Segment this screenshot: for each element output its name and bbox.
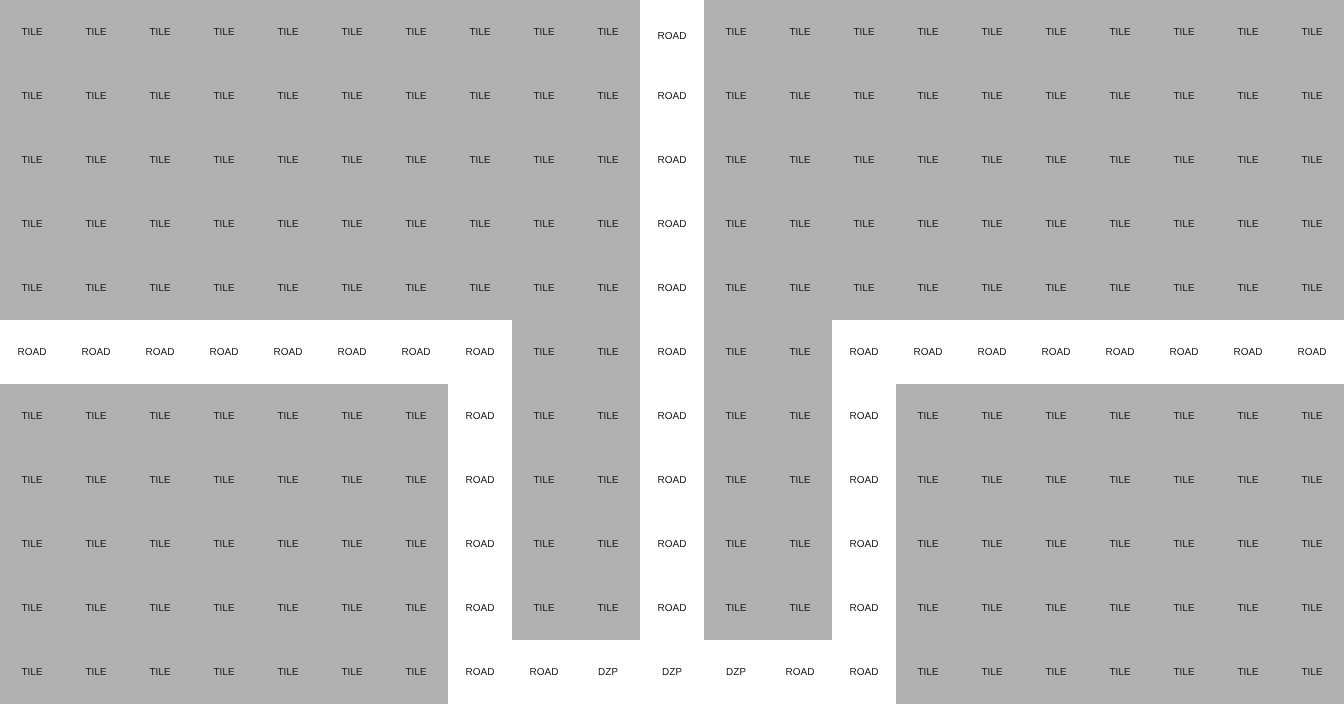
- tile-cell[interactable]: TILE: [896, 64, 960, 128]
- tile-cell[interactable]: TILE: [64, 384, 128, 448]
- tile-cell[interactable]: TILE: [128, 640, 192, 704]
- tile-cell[interactable]: TILE: [1152, 192, 1216, 256]
- tile-cell[interactable]: TILE: [1088, 0, 1152, 64]
- tile-cell[interactable]: TILE: [1152, 640, 1216, 704]
- tile-cell[interactable]: TILE: [1024, 0, 1088, 64]
- tile-cell[interactable]: TILE: [1024, 448, 1088, 512]
- tile-cell[interactable]: TILE: [1280, 128, 1344, 192]
- tile-cell[interactable]: TILE: [896, 192, 960, 256]
- tile-cell[interactable]: TILE: [832, 128, 896, 192]
- road-cell[interactable]: ROAD: [896, 320, 960, 384]
- tile-cell[interactable]: TILE: [128, 192, 192, 256]
- road-cell[interactable]: ROAD: [832, 448, 896, 512]
- tile-cell[interactable]: TILE: [64, 256, 128, 320]
- road-cell[interactable]: ROAD: [448, 512, 512, 576]
- tile-cell[interactable]: TILE: [960, 0, 1024, 64]
- tile-cell[interactable]: TILE: [768, 128, 832, 192]
- tile-cell[interactable]: TILE: [512, 512, 576, 576]
- tile-cell[interactable]: TILE: [576, 256, 640, 320]
- tile-cell[interactable]: TILE: [768, 0, 832, 64]
- tile-cell[interactable]: TILE: [128, 512, 192, 576]
- tile-cell[interactable]: TILE: [768, 576, 832, 640]
- tile-cell[interactable]: TILE: [1088, 448, 1152, 512]
- tile-cell[interactable]: TILE: [1024, 192, 1088, 256]
- tile-cell[interactable]: TILE: [1216, 192, 1280, 256]
- road-cell[interactable]: ROAD: [128, 320, 192, 384]
- tile-cell[interactable]: TILE: [320, 128, 384, 192]
- tile-cell[interactable]: TILE: [896, 512, 960, 576]
- tile-cell[interactable]: TILE: [320, 512, 384, 576]
- tile-cell[interactable]: TILE: [1024, 640, 1088, 704]
- tile-cell[interactable]: TILE: [1024, 384, 1088, 448]
- tile-cell[interactable]: TILE: [128, 0, 192, 64]
- tile-cell[interactable]: TILE: [448, 64, 512, 128]
- tile-cell[interactable]: TILE: [960, 384, 1024, 448]
- tile-cell[interactable]: TILE: [320, 576, 384, 640]
- tile-cell[interactable]: TILE: [384, 256, 448, 320]
- tile-cell[interactable]: TILE: [960, 640, 1024, 704]
- tile-cell[interactable]: TILE: [0, 640, 64, 704]
- tile-cell[interactable]: TILE: [512, 576, 576, 640]
- tile-cell[interactable]: TILE: [192, 128, 256, 192]
- tile-cell[interactable]: TILE: [448, 128, 512, 192]
- road-cell[interactable]: ROAD: [640, 64, 704, 128]
- tile-cell[interactable]: TILE: [256, 0, 320, 64]
- road-cell[interactable]: ROAD: [960, 320, 1024, 384]
- tile-cell[interactable]: TILE: [576, 384, 640, 448]
- tile-cell[interactable]: TILE: [256, 128, 320, 192]
- tile-cell[interactable]: TILE: [384, 576, 448, 640]
- tile-cell[interactable]: TILE: [832, 192, 896, 256]
- tile-cell[interactable]: TILE: [0, 512, 64, 576]
- tile-cell[interactable]: TILE: [64, 128, 128, 192]
- tile-cell[interactable]: TILE: [0, 64, 64, 128]
- tile-cell[interactable]: TILE: [1280, 256, 1344, 320]
- tile-cell[interactable]: TILE: [1216, 576, 1280, 640]
- tile-cell[interactable]: TILE: [1280, 448, 1344, 512]
- tile-cell[interactable]: TILE: [768, 192, 832, 256]
- tile-cell[interactable]: TILE: [768, 320, 832, 384]
- road-cell[interactable]: ROAD: [640, 192, 704, 256]
- tile-cell[interactable]: TILE: [64, 640, 128, 704]
- tile-cell[interactable]: TILE: [320, 0, 384, 64]
- road-cell[interactable]: ROAD: [1152, 320, 1216, 384]
- tile-cell[interactable]: TILE: [1280, 640, 1344, 704]
- tile-cell[interactable]: TILE: [1088, 192, 1152, 256]
- tile-cell[interactable]: TILE: [384, 0, 448, 64]
- tile-cell[interactable]: TILE: [192, 384, 256, 448]
- tile-cell[interactable]: TILE: [128, 384, 192, 448]
- road-cell[interactable]: ROAD: [640, 256, 704, 320]
- tile-cell[interactable]: TILE: [704, 0, 768, 64]
- tile-cell[interactable]: TILE: [1152, 384, 1216, 448]
- tile-cell[interactable]: TILE: [1152, 64, 1216, 128]
- road-cell[interactable]: ROAD: [832, 384, 896, 448]
- tile-cell[interactable]: TILE: [1024, 512, 1088, 576]
- road-cell[interactable]: ROAD: [256, 320, 320, 384]
- tile-cell[interactable]: TILE: [384, 640, 448, 704]
- road-cell[interactable]: ROAD: [448, 640, 512, 704]
- tile-cell[interactable]: TILE: [576, 0, 640, 64]
- tile-cell[interactable]: TILE: [960, 256, 1024, 320]
- tile-cell[interactable]: TILE: [320, 384, 384, 448]
- tile-cell[interactable]: TILE: [512, 320, 576, 384]
- tile-cell[interactable]: TILE: [320, 192, 384, 256]
- tile-cell[interactable]: TILE: [1280, 192, 1344, 256]
- tile-cell[interactable]: TILE: [768, 64, 832, 128]
- tile-cell[interactable]: TILE: [128, 256, 192, 320]
- tile-cell[interactable]: TILE: [896, 640, 960, 704]
- dzp-cell[interactable]: DZP: [704, 640, 768, 704]
- road-cell[interactable]: ROAD: [640, 512, 704, 576]
- tile-cell[interactable]: TILE: [576, 576, 640, 640]
- tile-cell[interactable]: TILE: [576, 512, 640, 576]
- road-cell[interactable]: ROAD: [192, 320, 256, 384]
- road-cell[interactable]: ROAD: [448, 384, 512, 448]
- tile-cell[interactable]: TILE: [256, 512, 320, 576]
- tile-cell[interactable]: TILE: [1152, 0, 1216, 64]
- tile-cell[interactable]: TILE: [1216, 512, 1280, 576]
- tile-cell[interactable]: TILE: [896, 384, 960, 448]
- tile-cell[interactable]: TILE: [0, 0, 64, 64]
- tile-cell[interactable]: TILE: [320, 256, 384, 320]
- tile-cell[interactable]: TILE: [512, 256, 576, 320]
- tile-cell[interactable]: TILE: [768, 512, 832, 576]
- tile-cell[interactable]: TILE: [64, 512, 128, 576]
- tile-cell[interactable]: TILE: [448, 0, 512, 64]
- road-cell[interactable]: ROAD: [512, 640, 576, 704]
- road-cell[interactable]: ROAD: [768, 640, 832, 704]
- road-cell[interactable]: ROAD: [448, 320, 512, 384]
- tile-cell[interactable]: TILE: [0, 448, 64, 512]
- tile-cell[interactable]: TILE: [704, 384, 768, 448]
- tile-cell[interactable]: TILE: [512, 384, 576, 448]
- tile-cell[interactable]: TILE: [896, 0, 960, 64]
- tile-cell[interactable]: TILE: [512, 0, 576, 64]
- tile-cell[interactable]: TILE: [1088, 576, 1152, 640]
- tile-cell[interactable]: TILE: [1152, 576, 1216, 640]
- tile-cell[interactable]: TILE: [768, 448, 832, 512]
- tile-cell[interactable]: TILE: [0, 128, 64, 192]
- tile-cell[interactable]: TILE: [192, 576, 256, 640]
- tile-cell[interactable]: TILE: [192, 64, 256, 128]
- tile-cell[interactable]: TILE: [64, 0, 128, 64]
- tile-cell[interactable]: TILE: [1152, 128, 1216, 192]
- tile-cell[interactable]: TILE: [832, 256, 896, 320]
- tile-cell[interactable]: TILE: [320, 448, 384, 512]
- tile-cell[interactable]: TILE: [256, 576, 320, 640]
- tile-cell[interactable]: TILE: [384, 128, 448, 192]
- road-cell[interactable]: ROAD: [640, 448, 704, 512]
- tile-cell[interactable]: TILE: [704, 320, 768, 384]
- tile-cell[interactable]: TILE: [1088, 256, 1152, 320]
- road-cell[interactable]: ROAD: [1216, 320, 1280, 384]
- tile-cell[interactable]: TILE: [704, 448, 768, 512]
- tile-cell[interactable]: TILE: [704, 576, 768, 640]
- tile-cell[interactable]: TILE: [960, 576, 1024, 640]
- road-cell[interactable]: ROAD: [832, 512, 896, 576]
- road-cell[interactable]: ROAD: [0, 320, 64, 384]
- road-cell[interactable]: ROAD: [640, 0, 704, 64]
- tile-cell[interactable]: TILE: [192, 448, 256, 512]
- tile-cell[interactable]: TILE: [384, 64, 448, 128]
- tile-cell[interactable]: TILE: [512, 192, 576, 256]
- road-cell[interactable]: ROAD: [640, 128, 704, 192]
- tile-cell[interactable]: TILE: [0, 384, 64, 448]
- tile-cell[interactable]: TILE: [256, 448, 320, 512]
- tile-cell[interactable]: TILE: [192, 512, 256, 576]
- road-cell[interactable]: ROAD: [320, 320, 384, 384]
- tile-cell[interactable]: TILE: [384, 512, 448, 576]
- road-cell[interactable]: ROAD: [384, 320, 448, 384]
- tile-cell[interactable]: TILE: [256, 256, 320, 320]
- tile-cell[interactable]: TILE: [832, 64, 896, 128]
- road-cell[interactable]: ROAD: [640, 320, 704, 384]
- road-cell[interactable]: ROAD: [448, 448, 512, 512]
- tile-cell[interactable]: TILE: [256, 640, 320, 704]
- tile-cell[interactable]: TILE: [256, 64, 320, 128]
- tile-cell[interactable]: TILE: [64, 192, 128, 256]
- tile-cell[interactable]: TILE: [320, 640, 384, 704]
- tile-cell[interactable]: TILE: [896, 448, 960, 512]
- tile-cell[interactable]: TILE: [128, 128, 192, 192]
- tile-cell[interactable]: TILE: [1152, 448, 1216, 512]
- tile-cell[interactable]: TILE: [1280, 512, 1344, 576]
- road-cell[interactable]: ROAD: [832, 576, 896, 640]
- tile-cell[interactable]: TILE: [576, 64, 640, 128]
- dzp-cell[interactable]: DZP: [576, 640, 640, 704]
- tile-cell[interactable]: TILE: [256, 384, 320, 448]
- tile-cell[interactable]: TILE: [1088, 64, 1152, 128]
- tile-cell[interactable]: TILE: [896, 128, 960, 192]
- tile-cell[interactable]: TILE: [704, 512, 768, 576]
- tile-cell[interactable]: TILE: [1216, 64, 1280, 128]
- road-cell[interactable]: ROAD: [832, 640, 896, 704]
- tile-cell[interactable]: TILE: [1216, 256, 1280, 320]
- tile-cell[interactable]: TILE: [1280, 576, 1344, 640]
- tile-cell[interactable]: TILE: [576, 448, 640, 512]
- tile-cell[interactable]: TILE: [960, 512, 1024, 576]
- tile-cell[interactable]: TILE: [768, 256, 832, 320]
- tile-cell[interactable]: TILE: [896, 576, 960, 640]
- tile-cell[interactable]: TILE: [768, 384, 832, 448]
- road-cell[interactable]: ROAD: [640, 384, 704, 448]
- tile-cell[interactable]: TILE: [0, 256, 64, 320]
- road-cell[interactable]: ROAD: [448, 576, 512, 640]
- tile-cell[interactable]: TILE: [960, 192, 1024, 256]
- tile-cell[interactable]: TILE: [704, 256, 768, 320]
- tile-cell[interactable]: TILE: [64, 64, 128, 128]
- tile-cell[interactable]: TILE: [1088, 640, 1152, 704]
- tile-cell[interactable]: TILE: [1152, 512, 1216, 576]
- road-cell[interactable]: ROAD: [832, 320, 896, 384]
- road-cell[interactable]: ROAD: [64, 320, 128, 384]
- tile-cell[interactable]: TILE: [1088, 384, 1152, 448]
- tile-cell[interactable]: TILE: [320, 64, 384, 128]
- road-cell[interactable]: ROAD: [1280, 320, 1344, 384]
- tile-cell[interactable]: TILE: [704, 128, 768, 192]
- tile-cell[interactable]: TILE: [128, 576, 192, 640]
- tile-cell[interactable]: TILE: [64, 576, 128, 640]
- tile-cell[interactable]: TILE: [576, 192, 640, 256]
- tile-cell[interactable]: TILE: [1216, 0, 1280, 64]
- road-cell[interactable]: ROAD: [1024, 320, 1088, 384]
- tile-cell[interactable]: TILE: [832, 0, 896, 64]
- road-cell[interactable]: ROAD: [640, 576, 704, 640]
- tile-cell[interactable]: TILE: [384, 192, 448, 256]
- tile-cell[interactable]: TILE: [64, 448, 128, 512]
- tile-cell[interactable]: TILE: [1280, 0, 1344, 64]
- tile-cell[interactable]: TILE: [1024, 576, 1088, 640]
- tile-cell[interactable]: TILE: [448, 192, 512, 256]
- tile-cell[interactable]: TILE: [192, 640, 256, 704]
- dzp-cell[interactable]: DZP: [640, 640, 704, 704]
- tile-cell[interactable]: TILE: [1216, 640, 1280, 704]
- tile-cell[interactable]: TILE: [1216, 128, 1280, 192]
- tile-cell[interactable]: TILE: [128, 448, 192, 512]
- tile-cell[interactable]: TILE: [512, 128, 576, 192]
- tile-cell[interactable]: TILE: [1024, 256, 1088, 320]
- road-cell[interactable]: ROAD: [1088, 320, 1152, 384]
- tile-cell[interactable]: TILE: [960, 448, 1024, 512]
- tile-cell[interactable]: TILE: [704, 64, 768, 128]
- tile-cell[interactable]: TILE: [0, 576, 64, 640]
- tile-cell[interactable]: TILE: [1088, 128, 1152, 192]
- tile-cell[interactable]: TILE: [1216, 448, 1280, 512]
- tile-cell[interactable]: TILE: [192, 192, 256, 256]
- tile-cell[interactable]: TILE: [256, 192, 320, 256]
- tile-cell[interactable]: TILE: [0, 192, 64, 256]
- tile-cell[interactable]: TILE: [704, 192, 768, 256]
- tile-cell[interactable]: TILE: [576, 128, 640, 192]
- tile-cell[interactable]: TILE: [384, 384, 448, 448]
- tile-cell[interactable]: TILE: [128, 64, 192, 128]
- tile-cell[interactable]: TILE: [512, 448, 576, 512]
- tile-cell[interactable]: TILE: [1280, 384, 1344, 448]
- tile-cell[interactable]: TILE: [512, 64, 576, 128]
- tile-cell[interactable]: TILE: [192, 256, 256, 320]
- tile-cell[interactable]: TILE: [1024, 64, 1088, 128]
- tile-cell[interactable]: TILE: [448, 256, 512, 320]
- tile-cell[interactable]: TILE: [1216, 384, 1280, 448]
- tile-cell[interactable]: TILE: [896, 256, 960, 320]
- tile-cell[interactable]: TILE: [384, 448, 448, 512]
- tile-cell[interactable]: TILE: [960, 128, 1024, 192]
- tile-cell[interactable]: TILE: [1280, 64, 1344, 128]
- tile-cell[interactable]: TILE: [1088, 512, 1152, 576]
- tile-cell[interactable]: TILE: [192, 0, 256, 64]
- tile-cell[interactable]: TILE: [1152, 256, 1216, 320]
- tile-cell[interactable]: TILE: [960, 64, 1024, 128]
- tile-cell[interactable]: TILE: [576, 320, 640, 384]
- tile-cell[interactable]: TILE: [1024, 128, 1088, 192]
